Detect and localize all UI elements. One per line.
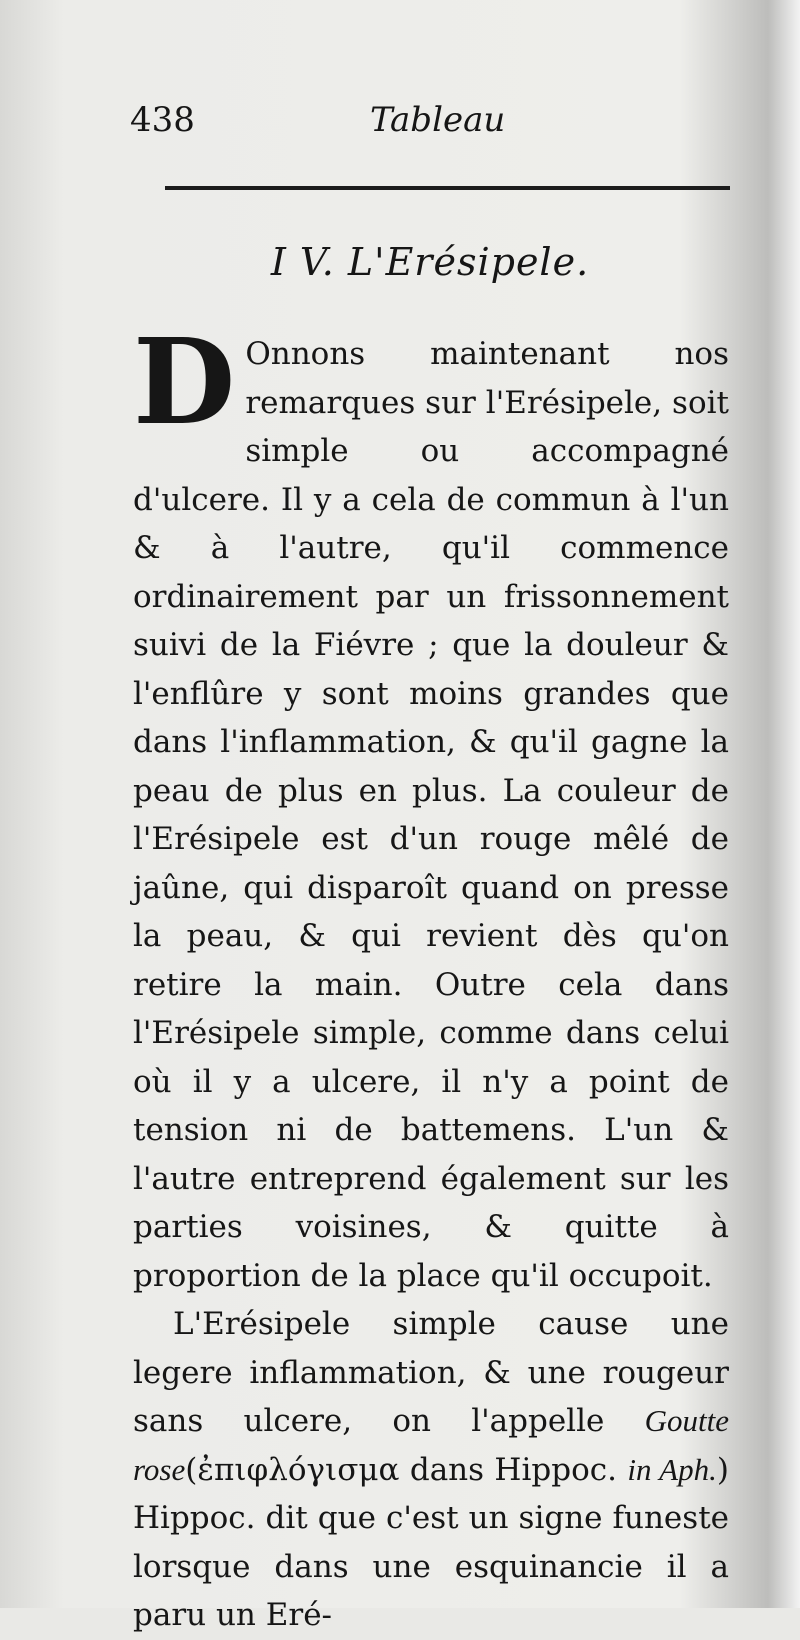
paragraph-2-italic-ref: in Aph. <box>627 1451 717 1487</box>
section-heading: I V. L'Erésipele. <box>270 240 590 284</box>
paragraph-1 <box>133 312 729 1300</box>
page-number: 438 <box>130 100 195 140</box>
running-title: Tableau <box>370 100 506 140</box>
paragraph-1-text: Onnons maintenant nos remarques sur l'Erésipele, soit simple ou accompagné d'ulcere. Il y a cela de commun à l'un & à l'autre, qu'il commence ordinairement par un frissonnement suivi de la Fiévre ; que la douleur & l'enflûre y sont moins grandes que dans l'inflammation, & qu'il gagne la peau de plus en plus. La couleur de l'Erésipele est d'un rouge mêlé de jaûne, qui disparoît quand on presse la peau, & qui revient dès qu'on retire la main. Outre cela dans l'Erésipele simple, comme dans celui où il y a ulcere, il n'y a point de tension ni de battemens. L'un & l'autre entreprend également sur les parties voisines, & quitte à proportion de la place qu'il occupoit. <box>133 336 729 1294</box>
paragraph-2-end: ) Hippoc. dit que c'est un signe funeste lorsque dans une esquinancie il a paru un Eré- <box>133 1451 729 1633</box>
page-header <box>130 100 730 150</box>
paragraph-2-italic-term: Goutte rose <box>133 1403 729 1487</box>
header-rule <box>165 186 730 190</box>
paragraph-2-greek: (ἐπιφλόγισμα <box>185 1451 400 1488</box>
paragraph-2 <box>133 1300 729 1640</box>
paragraph-2-start: L'Erésipele simple cause une legere inflammation, & une rougeur sans ulcere, on l'appelle <box>133 1306 729 1439</box>
drop-cap: D <box>133 312 236 451</box>
paragraph-2-mid: dans Hippoc. <box>409 1451 617 1488</box>
body-text <box>133 312 729 1640</box>
